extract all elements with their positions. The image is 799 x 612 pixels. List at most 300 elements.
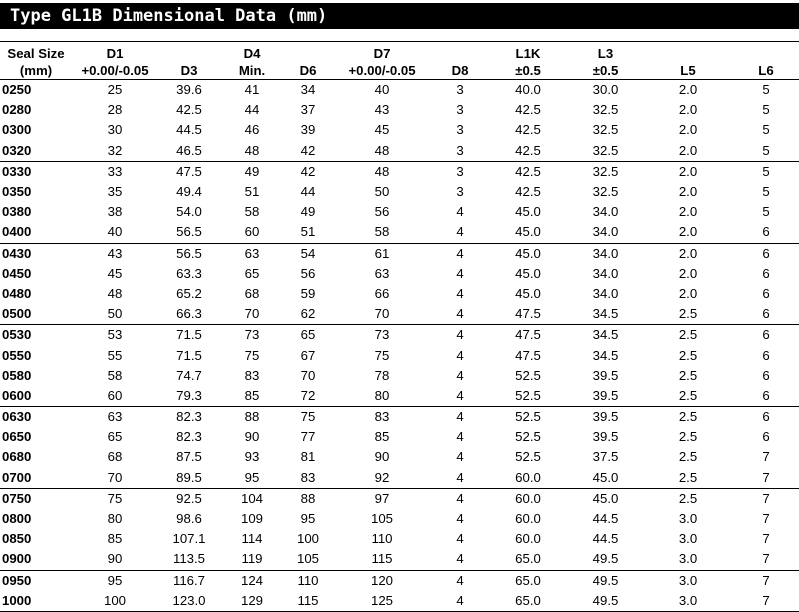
table-cell: 107.1 [172,531,206,547]
table-cell: 43 [107,245,123,261]
table-cell: 32.5 [592,122,619,138]
table-cell: 5 [762,163,770,179]
column-header-line2: L5 [680,63,696,78]
table-cell: 40 [72,222,158,243]
column-header-line1 [158,45,220,62]
table-cell: 6 [762,347,770,363]
table-cell: 7 [733,549,799,570]
table-cell: 68 [244,285,260,301]
table-cell: 7 [762,449,770,465]
table-cell: 42.5 [176,102,202,118]
table-cell: 43 [374,102,390,118]
seal-size-cell: 0750 [2,490,32,506]
table-cell: 3 [456,163,464,179]
table-cell: 41 [244,82,260,98]
table-cell: 89.5 [158,468,220,489]
table-cell: 85 [374,429,390,445]
seal-size-cell: 0450 [2,265,32,281]
table-cell: 52.5 [515,429,541,445]
seal-size-cell: 0500 [0,304,72,325]
table-cell: 39.6 [176,82,202,98]
column-header-line1: L1K [515,46,541,61]
column-header [643,41,733,80]
table-cell: 45 [374,122,390,138]
table-cell: 33 [107,163,123,179]
table-cell: 82.3 [176,409,202,425]
table-cell: 125 [332,591,432,612]
table-cell: 49.5 [568,549,643,570]
table-cell: 75 [374,347,390,363]
table-cell: 7 [762,531,770,547]
table-cell: 52.5 [515,367,541,383]
table-cell: 49.4 [176,184,202,200]
table-cell: 32 [72,141,158,162]
table-cell: 81 [300,449,316,465]
column-header-line2: ±0.5 [515,63,541,78]
seal-size-cell: 0300 [2,122,32,138]
table-cell: 92.5 [176,490,202,506]
table-cell: 65 [300,327,316,343]
table-cell: 5 [762,102,770,118]
table-cell: 42.5 [515,163,541,179]
table-cell: 45.0 [515,265,541,281]
table-cell: 56 [374,204,390,220]
table-cell: 48 [332,141,432,162]
table-cell: 2.5 [678,367,698,383]
table-cell: 34.0 [568,222,643,243]
table-cell: 63 [107,409,123,425]
table-cell: 95 [220,468,284,489]
table-cell: 82.3 [176,429,202,445]
table-cell: 4 [432,386,488,407]
table-cell: 114 [241,531,263,547]
column-header-line2: Min. [238,63,266,78]
table-cell: 52.5 [515,449,541,465]
column-header-line2: +0.00/-0.05 [81,63,149,78]
table-cell: 119 [220,549,284,570]
table-cell: 34.0 [592,204,619,220]
table-cell: 2.0 [678,163,698,179]
table-cell: 70 [332,304,432,325]
table-row [0,182,799,202]
table-cell: 42.5 [515,184,541,200]
seal-size-cell: 0600 [0,386,72,407]
table-cell: 30 [107,122,123,138]
title-bar [0,3,799,29]
table-cell: 45.0 [515,245,541,261]
table-cell: 2.5 [678,347,698,363]
table-cell: 6 [762,409,770,425]
seal-size-cell: 0330 [2,163,32,179]
column-header [220,41,284,80]
table-cell: 71.5 [176,347,202,363]
table-cell: 88 [244,409,260,425]
seal-size-cell: 0320 [0,141,72,162]
table-cell: 35 [107,184,123,200]
table-row [0,243,799,264]
column-header [0,41,72,80]
table-cell: 32.5 [592,102,619,118]
table-cell: 50 [374,184,390,200]
table-cell: 95 [107,572,123,588]
table-cell: 56 [300,265,316,281]
table-cell: 2.5 [678,409,698,425]
table-row [0,529,799,549]
table-cell: 56.5 [158,222,220,243]
table-cell: 65.0 [488,591,568,612]
column-header [332,41,432,80]
table-cell: 110 [297,572,319,588]
table-cell: 113.5 [158,549,220,570]
table-cell: 60.0 [515,511,541,527]
table-row [0,488,799,509]
table-cell: 49.5 [568,591,643,612]
table-cell: 44 [300,184,316,200]
table-cell: 51 [244,184,260,200]
table-cell: 2.0 [678,102,698,118]
table-row [0,345,799,365]
table-cell: 2.5 [678,449,698,465]
table-cell: 6 [762,245,770,261]
table-row [0,80,799,101]
table-cell: 6 [762,265,770,281]
table-cell: 2.0 [678,82,698,98]
seal-size-cell: 0700 [0,468,72,489]
table-cell: 6 [762,327,770,343]
table-cell: 58 [332,222,432,243]
table-cell: 2.0 [678,245,698,261]
table-cell: 39 [300,122,316,138]
column-header-line2: (mm) [19,63,53,78]
table-cell: 2.5 [643,386,733,407]
table-row [0,161,799,182]
table-cell: 45.0 [515,204,541,220]
table-cell: 65.2 [176,285,202,301]
seal-size-cell: 0630 [2,409,32,425]
table-cell: 34.5 [592,327,619,343]
table-cell: 44.5 [176,122,202,138]
table-cell: 78 [374,367,390,383]
table-cell: 71.5 [176,327,202,343]
seal-size-cell: 0550 [2,347,32,363]
seal-size-cell: 0250 [2,82,32,98]
table-cell: 4 [432,222,488,243]
table-row [0,509,799,529]
column-header [284,41,332,80]
column-header-line1 [733,45,799,62]
table-cell: 6 [762,367,770,383]
table-cell: 7 [762,511,770,527]
table-cell: 75 [107,490,123,506]
table-cell: 3.0 [643,591,733,612]
seal-size-cell: 0900 [0,549,72,570]
table-cell: 83 [374,409,390,425]
table-cell: 2.0 [678,265,698,281]
table-cell: 4 [456,367,464,383]
table-cell: 98.6 [176,511,202,527]
table-cell: 49 [244,163,260,179]
column-header [432,41,488,80]
table-cell: 63 [374,265,390,281]
table-cell: 4 [432,591,488,612]
table-cell: 63 [244,245,260,261]
table-cell: 97 [374,490,390,506]
column-header-line1: L3 [597,46,614,61]
column-header-line1: Seal Size [7,46,65,61]
table-cell: 44 [244,102,260,118]
table-cell: 53 [107,327,123,343]
table-cell: 88 [300,490,316,506]
table-row [0,202,799,222]
table-cell: 47.5 [515,347,541,363]
table-cell: 3.0 [678,511,698,527]
table-cell: 61 [374,245,390,261]
table-cell: 48 [107,285,123,301]
table-cell: 4 [456,449,464,465]
table-cell: 49.5 [592,572,619,588]
table-cell: 4 [456,285,464,301]
table-cell: 3 [456,122,464,138]
table-cell: 6 [762,285,770,301]
table-cell: 4 [456,327,464,343]
table-cell: 4 [432,468,488,489]
column-header-line2: D3 [180,63,198,78]
table-cell: 2.0 [678,204,698,220]
seal-size-cell: 0400 [0,222,72,243]
table-cell: 77 [300,429,316,445]
table-cell: 3.0 [678,572,698,588]
table-cell: 38 [107,204,123,220]
table-cell: 58 [244,204,260,220]
table-cell: 34.5 [592,347,619,363]
table-cell: 60.0 [488,468,568,489]
table-cell: 93 [244,449,260,465]
table-cell: 45.0 [592,490,619,506]
table-cell: 73 [244,327,260,343]
column-header-line1: D1 [106,46,124,61]
table-cell: 28 [107,102,123,118]
dimensional-data-table [0,41,799,612]
table-cell: 85 [220,386,284,407]
table-cell: 3 [432,141,488,162]
table-cell: 39.5 [592,367,619,383]
table-row [0,325,799,346]
table-cell: 4 [456,347,464,363]
table-cell: 5 [762,82,770,98]
table-row [0,141,799,162]
table-cell: 70 [220,304,284,325]
table-cell: 87.5 [176,449,202,465]
table-cell: 100 [72,591,158,612]
table-row [0,549,799,570]
table-cell: 39.5 [592,409,619,425]
table-cell: 49 [300,204,316,220]
table-cell: 7 [733,591,799,612]
table-body [0,80,799,612]
seal-size-cell: 0580 [2,367,32,383]
column-header [72,41,158,80]
table-cell: 92 [332,468,432,489]
table-cell: 45 [107,265,123,281]
table-cell: 50 [72,304,158,325]
table-cell: 75 [244,347,260,363]
table-cell: 115 [284,591,332,612]
table-cell: 30.0 [592,82,619,98]
column-header-line1 [432,45,488,62]
table-cell: 42.5 [515,102,541,118]
table-row [0,468,799,489]
table-cell: 83 [284,468,332,489]
table-cell: 32.5 [592,184,619,200]
table-cell: 63.3 [176,265,202,281]
table-cell: 2.0 [643,141,733,162]
table-cell: 90 [374,449,390,465]
table-cell: 109 [240,511,263,527]
seal-size-cell: 0430 [2,245,32,261]
table-row [0,100,799,120]
table-cell: 3 [456,102,464,118]
table-cell: 60 [220,222,284,243]
table-cell: 2.5 [643,468,733,489]
table-cell: 2.0 [678,122,698,138]
table-cell: 90 [244,429,260,445]
table-cell: 34.5 [568,304,643,325]
table-cell: 6 [762,429,770,445]
table-cell: 32.5 [592,163,619,179]
table-cell: 40.0 [515,82,541,98]
table-cell: 90 [72,549,158,570]
table-cell: 124 [240,572,263,588]
seal-size-cell: 0650 [2,429,32,445]
table-cell: 60.0 [515,490,541,506]
table-cell: 65.0 [515,572,541,588]
table-cell: 2.5 [678,429,698,445]
column-header-line1: D4 [243,46,261,61]
table-cell: 5 [733,141,799,162]
table-cell: 3.0 [643,549,733,570]
seal-size-cell: 0280 [2,102,32,118]
table-row [0,447,799,467]
column-header [733,41,799,80]
table-cell: 5 [762,204,770,220]
table-cell: 60.0 [515,531,541,547]
table-cell: 39.5 [592,429,619,445]
table-cell: 2.0 [643,222,733,243]
table-cell: 105 [284,549,332,570]
table-cell: 55 [107,347,123,363]
table-cell: 34.0 [592,285,619,301]
table-cell: 100 [296,531,319,547]
table-cell: 70 [72,468,158,489]
table-cell: 52.5 [515,409,541,425]
header-row [0,41,799,80]
table-cell: 3 [456,184,464,200]
table-cell: 34.0 [592,265,619,281]
table-row [0,264,799,284]
table-cell: 66 [374,285,390,301]
table-cell: 48 [374,163,390,179]
column-header [158,41,220,80]
table-cell: 4 [456,490,464,506]
column-header-line2: L6 [758,63,774,78]
table-cell: 65.0 [488,549,568,570]
table-cell: 2.5 [643,304,733,325]
table-cell: 58 [107,367,123,383]
table-cell: 4 [456,572,464,588]
table-row [0,386,799,407]
table-cell: 80 [107,511,123,527]
table-row [0,120,799,140]
seal-size-cell: 1000 [0,591,72,612]
table-cell: 59 [300,285,316,301]
table-cell: 85 [107,531,123,547]
table-cell: 7 [762,572,770,588]
table-cell: 46.5 [158,141,220,162]
table-row [0,366,799,386]
column-header [568,41,643,80]
table-cell: 4 [432,549,488,570]
table-cell: 48 [220,141,284,162]
table-cell: 75 [300,409,316,425]
table-cell: 95 [300,511,316,527]
table-cell: 67 [300,347,316,363]
table-cell: 4 [456,511,464,527]
seal-size-cell: 0950 [2,572,32,588]
table-cell: 6 [733,222,799,243]
table-cell: 66.3 [158,304,220,325]
table-cell: 4 [432,304,488,325]
table-cell: 4 [456,531,464,547]
table-cell: 129 [220,591,284,612]
table-cell: 4 [456,409,464,425]
table-cell: 70 [300,367,316,383]
table-cell: 56.5 [176,245,202,261]
table-cell: 34.0 [592,245,619,261]
table-cell: 105 [370,511,393,527]
table-cell: 104 [240,490,263,506]
table-cell: 3 [456,82,464,98]
column-header [488,41,568,80]
table-cell: 42.5 [488,141,568,162]
table-cell: 72 [284,386,332,407]
table-cell: 42 [284,141,332,162]
seal-size-cell: 0480 [2,285,32,301]
table-cell: 5 [762,184,770,200]
table-cell: 5 [762,122,770,138]
table-row [0,304,799,325]
table-cell: 44.5 [592,511,619,527]
table-cell: 3.0 [678,531,698,547]
table-cell: 116.7 [172,572,206,588]
table-cell: 60 [72,386,158,407]
table-cell: 37 [300,102,316,118]
table-cell: 46 [244,122,260,138]
table-row [0,427,799,447]
table-row [0,591,799,612]
table-cell: 4 [456,265,464,281]
table-cell: 2.5 [678,327,698,343]
table-cell: 68 [107,449,123,465]
table-cell: 62 [284,304,332,325]
table-cell: 7 [733,468,799,489]
table-cell: 2.0 [678,285,698,301]
table-cell: 54.0 [176,204,202,220]
table-cell: 4 [456,204,464,220]
column-header-line1 [284,45,332,62]
seal-size-cell: 0800 [2,511,32,527]
table-cell: 2.5 [678,490,698,506]
table-cell: 4 [456,245,464,261]
